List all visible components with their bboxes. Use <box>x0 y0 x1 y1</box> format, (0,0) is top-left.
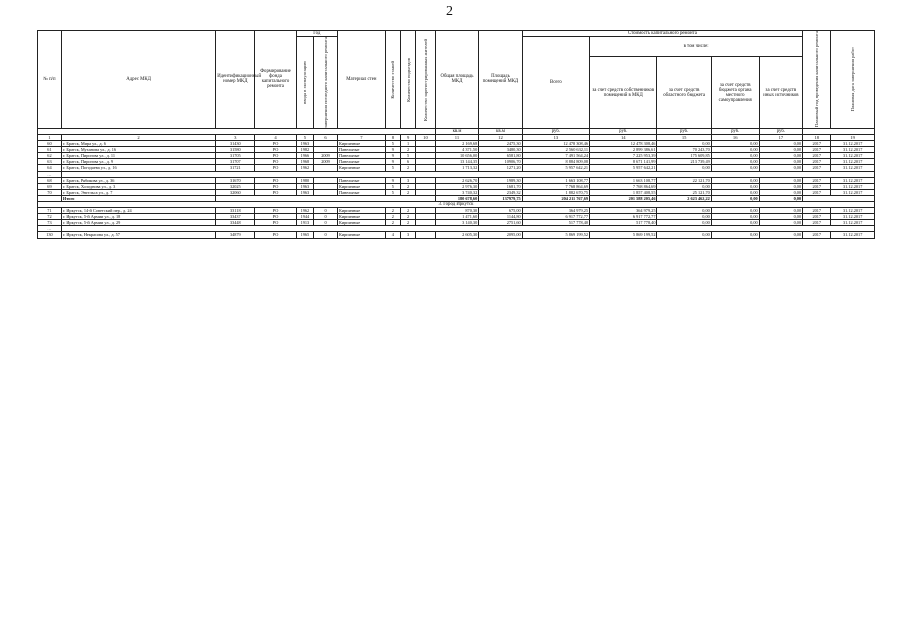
row-cost-owners: 5 869 199,52 <box>590 232 657 238</box>
row-ident: 31430 <box>216 141 255 147</box>
row-cost-other: 0,00 <box>759 141 802 147</box>
row-cost-other: 0,00 <box>759 220 802 226</box>
row-cost-local: 0,00 <box>711 153 759 159</box>
row-cost-other: 0,00 <box>759 159 802 165</box>
row-year-last: 0 <box>314 214 338 220</box>
row-year-built: 1965 <box>296 232 313 238</box>
header-form: Формирование фонда капитального ремонта <box>255 31 296 129</box>
row-floors: 5 <box>385 141 400 147</box>
row-floors: 4 <box>385 232 400 238</box>
row-ident: 33437 <box>216 214 255 220</box>
header-entrances: Количество подъездов <box>405 57 411 102</box>
column-number: 12 <box>479 134 522 140</box>
row-cost-total: 364 979,25 <box>522 208 589 214</box>
row-address: г. Иркутск, 14-й Советский пер., д. 24 <box>61 208 215 214</box>
header-cost-group: Стоимость капитального ремонта <box>522 31 802 37</box>
row-form: РО <box>255 208 296 214</box>
table-header <box>38 31 875 141</box>
row-address: г. Братск, Мира ул., д. 6 <box>61 141 215 147</box>
unit-rub-5: руб. <box>759 128 802 134</box>
row-number: 73 <box>38 220 62 226</box>
row-entrances: 2 <box>400 214 415 220</box>
row-area-living: 2751,60 <box>479 220 522 226</box>
row-floors: 2 <box>385 208 400 214</box>
row-wall-material: Панельные <box>337 189 385 195</box>
row-form: РО <box>255 220 296 226</box>
row-address: г. Братск, Пирогова ул., д. 11 <box>61 153 215 159</box>
row-cost-owners: 1 663 108,77 <box>590 177 657 183</box>
row-floors: 9 <box>385 177 400 183</box>
row-plan-year: 2017 <box>803 177 831 183</box>
row-entrances: 2 <box>400 189 415 195</box>
row-cost-other: 0,00 <box>759 177 802 183</box>
row-address: г. Братск, Рябикова ул., д. 36 <box>61 177 215 183</box>
row-form: РО <box>255 141 296 147</box>
row-cost-region: 0,00 <box>657 232 711 238</box>
row-floors: 9 <box>385 153 400 159</box>
row-entrances: 2 <box>400 183 415 189</box>
unit-rub-1: руб. <box>522 128 589 134</box>
row-area-total: 1 713,32 <box>435 165 478 171</box>
row-plan-year: 2017 <box>803 232 831 238</box>
row-wall-material: Кирпичные <box>337 214 385 220</box>
row-number: 63 <box>38 159 62 165</box>
row-ident: 31705 <box>216 153 255 159</box>
row-plan-date: 31.12.2017 <box>831 232 875 238</box>
row-cost-owners: 1 857 408,55 <box>590 189 657 195</box>
row-cost-local: 0,00 <box>711 141 759 147</box>
rows-block-a <box>38 141 875 171</box>
column-number: 4 <box>255 134 296 140</box>
row-area-living: 6581,80 <box>479 153 522 159</box>
row-form: РО <box>255 177 296 183</box>
header-wall: Материал стен <box>337 31 385 129</box>
row-entrances: 5 <box>400 153 415 159</box>
column-number: 1 <box>38 134 62 140</box>
row-entrances: 1 <box>400 141 415 147</box>
row-plan-year: 2017 <box>803 147 831 153</box>
row-form: РО <box>255 189 296 195</box>
row-year-last: 2009 <box>314 159 338 165</box>
row-cost-local: 0,00 <box>711 214 759 220</box>
row-cost-region: 25 121,70 <box>657 189 711 195</box>
header-cost-owners: за счет средств собственников помещений в МКД <box>590 57 657 129</box>
row-wall-material: Кирпичные <box>337 165 385 171</box>
row-cost-other: 0,00 <box>759 183 802 189</box>
row-plan-date: 31.12.2017 <box>831 147 875 153</box>
rows-block-b <box>38 177 875 195</box>
row-area-living: 3480,30 <box>479 147 522 153</box>
row-floors: 5 <box>385 189 400 195</box>
header-year-group: Год <box>296 31 337 37</box>
row-area-living: 1681,70 <box>479 183 522 189</box>
unit-area-1: кв.м <box>435 128 478 134</box>
unit-rub-3: руб. <box>657 128 711 134</box>
row-ident: 34879 <box>216 232 255 238</box>
column-number: 6 <box>314 134 338 140</box>
row-plan-year: 2017 <box>803 153 831 159</box>
row-year-built: 1963 <box>296 183 313 189</box>
row-cost-total: 12 478 308,46 <box>522 141 589 147</box>
row-cost-owners: 6 917 772,77 <box>590 214 657 220</box>
column-number: 18 <box>803 134 831 140</box>
total-cost-total: 204 211 767,69 <box>522 195 589 201</box>
row-cost-owners: 7 768 864,69 <box>590 183 657 189</box>
row-plan-date: 31.12.2017 <box>831 189 875 195</box>
row-cost-total: 5 869 199,52 <box>522 232 589 238</box>
row-floors: 5 <box>385 165 400 171</box>
row-cost-owners: 12 478 308,46 <box>590 141 657 147</box>
row-cost-total: 1 663 108,77 <box>522 177 589 183</box>
row-cost-other: 0,00 <box>759 153 802 159</box>
column-number: 16 <box>711 134 759 140</box>
row-plan-year: 2017 <box>803 165 831 171</box>
row-ident: 33118 <box>216 208 255 214</box>
row-plan-year: 2017 <box>803 214 831 220</box>
row-area-living: 2349,32 <box>479 189 522 195</box>
row-entrances: 2 <box>400 165 415 171</box>
total-cost-other: 0,00 <box>759 195 802 201</box>
row-area-living: 10906,70 <box>479 159 522 165</box>
header-cost-other: за счет средств иных источников <box>759 57 802 129</box>
row-year-built: 1944 <box>296 214 313 220</box>
row-area-living: 1271,20 <box>479 165 522 171</box>
row-address: г. Иркутск, 5-й Армии ул., д. 29 <box>61 220 215 226</box>
row-area-total: 3 140,30 <box>435 220 478 226</box>
row-cost-other: 0,00 <box>759 232 802 238</box>
row-floors: 5 <box>385 183 400 189</box>
row-entrances: 2 <box>400 147 415 153</box>
row-floors: 2 <box>385 214 400 220</box>
row-form: РО <box>255 183 296 189</box>
row-cost-other: 0,00 <box>759 165 802 171</box>
column-number: 3 <box>216 134 255 140</box>
row-form: РО <box>255 159 296 165</box>
column-number: 17 <box>759 134 802 140</box>
row-wall-material: Кирпичные <box>337 183 385 189</box>
row-ident: 31721 <box>216 165 255 171</box>
rows-block-c <box>38 208 875 226</box>
row-form: РО <box>255 214 296 220</box>
row-plan-year: 2017 <box>803 189 831 195</box>
row-cost-other: 0,00 <box>759 189 802 195</box>
row-year-built: 1962 <box>296 208 313 214</box>
column-number: 15 <box>657 134 711 140</box>
row-plan-date: 31.12.2017 <box>831 220 875 226</box>
row-cost-total: 6 917 772,77 <box>522 214 589 220</box>
row-area-living: 2475,30 <box>479 141 522 147</box>
row-cost-region: 0,00 <box>657 208 711 214</box>
total-cost-local: 0,00 <box>711 195 759 201</box>
row-cost-other: 0,00 <box>759 214 802 220</box>
column-number: 19 <box>831 134 875 140</box>
total-cost-owners: 201 588 205,46 <box>590 195 657 201</box>
row-entrances: 3 <box>400 232 415 238</box>
row-entrances: 6 <box>400 159 415 165</box>
header-area-living: Площадь помещений МКД <box>479 31 522 129</box>
row-area-total: 1 471,60 <box>435 214 478 220</box>
row-area-living: 675,00 <box>479 208 522 214</box>
row-cost-owners: 8 671 141,99 <box>590 159 657 165</box>
row-cost-owners: 5 957 642,21 <box>590 165 657 171</box>
row-form: РО <box>255 153 296 159</box>
total-cost-region: 2 623 462,22 <box>657 195 711 201</box>
row-cost-local: 0,00 <box>711 208 759 214</box>
unit-rub-2: руб. <box>590 128 657 134</box>
row-area-living: 2095,00 <box>479 232 522 238</box>
row-cost-local: 0,00 <box>711 220 759 226</box>
row-number: 70 <box>38 189 62 195</box>
row-plan-year: 2017 <box>803 141 831 147</box>
header-ident: Идентификационный номер МКД <box>216 31 255 129</box>
row-entrances: 2 <box>400 208 415 214</box>
row-cost-total: 1 882 670,75 <box>522 189 589 195</box>
row-address: г. Братск, Энгельса ул., д. 7 <box>61 189 215 195</box>
row-number: 130 <box>38 232 62 238</box>
row-year-built: 1963 <box>296 141 313 147</box>
row-area-total: 4 371,50 <box>435 147 478 153</box>
row-cost-total: 5 957 642,21 <box>522 165 589 171</box>
header-cost-total: Всего <box>522 37 589 129</box>
row-cost-region: 0,00 <box>657 141 711 147</box>
row-plan-date: 31.12.2017 <box>831 153 875 159</box>
row-number: 61 <box>38 147 62 153</box>
row-number: 69 <box>38 183 62 189</box>
row-wall-material: Панельные <box>337 159 385 165</box>
header-cost-incl: в том числе: <box>590 37 803 57</box>
row-cost-region: 70 243,70 <box>657 147 711 153</box>
row-floors: 9 <box>385 159 400 165</box>
row-area-total: 870,30 <box>435 208 478 214</box>
row-wall-material: Кирпичные <box>337 141 385 147</box>
row-number: 64 <box>38 165 62 171</box>
row-cost-local: 0,00 <box>711 159 759 165</box>
row-year-built: 1968 <box>296 159 313 165</box>
row-cost-region: 22 121,70 <box>657 177 711 183</box>
row-cost-region: 0,00 <box>657 220 711 226</box>
column-number: 8 <box>385 134 400 140</box>
row-wall-material: Панельные <box>337 147 385 153</box>
row-cost-region: 213 739,49 <box>657 159 711 165</box>
section-title: 3. Город Иркутск <box>38 202 875 208</box>
total-area-total: 180 678,60 <box>435 195 478 201</box>
column-number: 2 <box>61 134 215 140</box>
row-year-last: 2009 <box>314 153 338 159</box>
column-number: 13 <box>522 134 589 140</box>
row-address: г. Иркутск, 5-й Армии ул., д. 18 <box>61 214 215 220</box>
row-cost-owners: 7 225 953,39 <box>590 153 657 159</box>
rows-gap-c: … <box>38 226 875 232</box>
row-plan-year: 2017 <box>803 220 831 226</box>
row-cost-owners: 2 899 386,61 <box>590 147 657 153</box>
row-address: г. Иркутск, Некрасова ул., д. 57 <box>61 232 215 238</box>
row-entrances: 2 <box>400 220 415 226</box>
row-wall-material: Панельные <box>337 177 385 183</box>
column-number: 5 <box>296 134 313 140</box>
row-cost-total: 2 560 632,11 <box>522 147 589 153</box>
row-plan-year: 2017 <box>803 208 831 214</box>
row-area-living: 1144,80 <box>479 214 522 220</box>
row-cost-local: 0,00 <box>711 165 759 171</box>
row-floors: 9 <box>385 147 400 153</box>
unit-area-2: кв.м <box>479 128 522 134</box>
column-number: 11 <box>435 134 478 140</box>
row-cost-total: 7 768 864,69 <box>522 183 589 189</box>
row-reg-persons <box>416 232 436 238</box>
row-cost-local: 0,00 <box>711 183 759 189</box>
row-year-built: 1982 <box>296 147 313 153</box>
row-cost-total: 8 884 809,08 <box>522 159 589 165</box>
table-row <box>38 232 875 238</box>
row-address: г. Братск, Пирогова ул., д. 9 <box>61 159 215 165</box>
row-year-last: 0 <box>314 208 338 214</box>
row-number: 68 <box>38 177 62 183</box>
row-cost-owners: 364 979,25 <box>590 208 657 214</box>
rows-block-d <box>38 232 875 238</box>
row-number: 62 <box>38 153 62 159</box>
header-cost-local: за счет средств бюджета органа местного самоуправления <box>711 57 759 129</box>
row-cost-region: 0,00 <box>657 183 711 189</box>
header-area-total: Общая площадь МКД <box>435 31 478 129</box>
unit-rub-4: руб. <box>711 128 759 134</box>
row-plan-date: 31.12.2017 <box>831 141 875 147</box>
row-wall-material: Панельные <box>337 153 385 159</box>
row-address: г. Братск, Муханова ул., д. 16 <box>61 147 215 153</box>
row-area-total: 3 740,32 <box>435 189 478 195</box>
row-floors: 2 <box>385 220 400 226</box>
row-area-total: 2 169,68 <box>435 141 478 147</box>
row-cost-region: 0,00 <box>657 214 711 220</box>
page-number: 2 <box>446 4 453 19</box>
row-year-built: 1980 <box>296 177 313 183</box>
total-label: Итого <box>61 195 215 201</box>
row-cost-local: 0,00 <box>711 189 759 195</box>
row-number: 71 <box>38 208 62 214</box>
row-plan-year: 2017 <box>803 183 831 189</box>
row-entrances: 3 <box>400 177 415 183</box>
row-year-built: 1963 <box>296 189 313 195</box>
row-cost-local: 0,00 <box>711 232 759 238</box>
row-wall-material: Кирпичные <box>337 220 385 226</box>
row-area-total: 10 656,00 <box>435 153 478 159</box>
header-plan-year: Плановый год проведения капитального ремонта <box>814 31 820 128</box>
row-form: РО <box>255 165 296 171</box>
row-cost-total: 7 491 564,24 <box>522 153 589 159</box>
row-year-last: 0 <box>314 232 338 238</box>
row-cost-total: 517 778,40 <box>522 220 589 226</box>
row-ident: 31670 <box>216 177 255 183</box>
column-number: 10 <box>416 134 436 140</box>
row-cost-region: 0,00 <box>657 165 711 171</box>
header-year-built: ввода в эксплуатацию <box>302 61 308 104</box>
capital-repair-table <box>37 30 875 239</box>
row-cost-other: 0,00 <box>759 147 802 153</box>
row-ident: 32025 <box>216 183 255 189</box>
row-plan-date: 31.12.2017 <box>831 165 875 171</box>
row-year-last: 0 <box>314 220 338 226</box>
row-area-total: 2 976,30 <box>435 183 478 189</box>
row-area-living: 1989,30 <box>479 177 522 183</box>
row-plan-year: 2017 <box>803 159 831 165</box>
total-block <box>38 195 875 207</box>
header-address: Адрес МКД <box>61 31 215 129</box>
header-floors: Количество этажей <box>390 60 396 99</box>
row-ident: 33448 <box>216 220 255 226</box>
row-ident: 31707 <box>216 159 255 165</box>
row-cost-local: 0,00 <box>711 147 759 153</box>
header-reg-persons: Количество зарегистрированных жителей <box>422 38 428 121</box>
row-year-built: 1962 <box>296 165 313 171</box>
column-number: 7 <box>337 134 385 140</box>
row-plan-date: 31.12.2017 <box>831 159 875 165</box>
row-number: 60 <box>38 141 62 147</box>
header-cost-region: за счет средств областного бюджета <box>657 57 711 129</box>
row-area-total: 13 144,35 <box>435 159 478 165</box>
header-year-last: завершения последнего капитального ремонта <box>323 37 329 128</box>
row-cost-owners: 517 778,40 <box>590 220 657 226</box>
row-plan-date: 31.12.2017 <box>831 177 875 183</box>
row-cost-other: 0,00 <box>759 208 802 214</box>
row-form: РО <box>255 147 296 153</box>
row-plan-date: 31.12.2017 <box>831 208 875 214</box>
header-plan-date: Плановая дата завершения работ <box>850 47 856 112</box>
row-ident: 31580 <box>216 147 255 153</box>
row-number: 72 <box>38 214 62 220</box>
row-area-total: 2 605,30 <box>435 232 478 238</box>
header-no: № п/п <box>38 31 62 129</box>
column-number: 9 <box>400 134 415 140</box>
row-plan-date: 31.12.2017 <box>831 183 875 189</box>
row-area-total: 2 626,70 <box>435 177 478 183</box>
row-cost-region: 175 609,85 <box>657 153 711 159</box>
row-cost-local: 0,00 <box>711 177 759 183</box>
row-year-built: 1913 <box>296 220 313 226</box>
column-number: 14 <box>590 134 657 140</box>
row-wall-material: Кирпичные <box>337 208 385 214</box>
row-plan-date: 31.12.2017 <box>831 214 875 220</box>
row-form: РО <box>255 232 296 238</box>
rows-gap-a: … <box>38 171 875 177</box>
row-ident: 32060 <box>216 189 255 195</box>
row-year-built: 1966 <box>296 153 313 159</box>
row-wall-material: Кирпичные <box>337 232 385 238</box>
row-address: г. Братск, Погодаева ул., д. 16 <box>61 165 215 171</box>
row-address: г. Братск, Холоднова ул., д. 3 <box>61 183 215 189</box>
total-area-living: 137979,75 <box>479 195 522 201</box>
